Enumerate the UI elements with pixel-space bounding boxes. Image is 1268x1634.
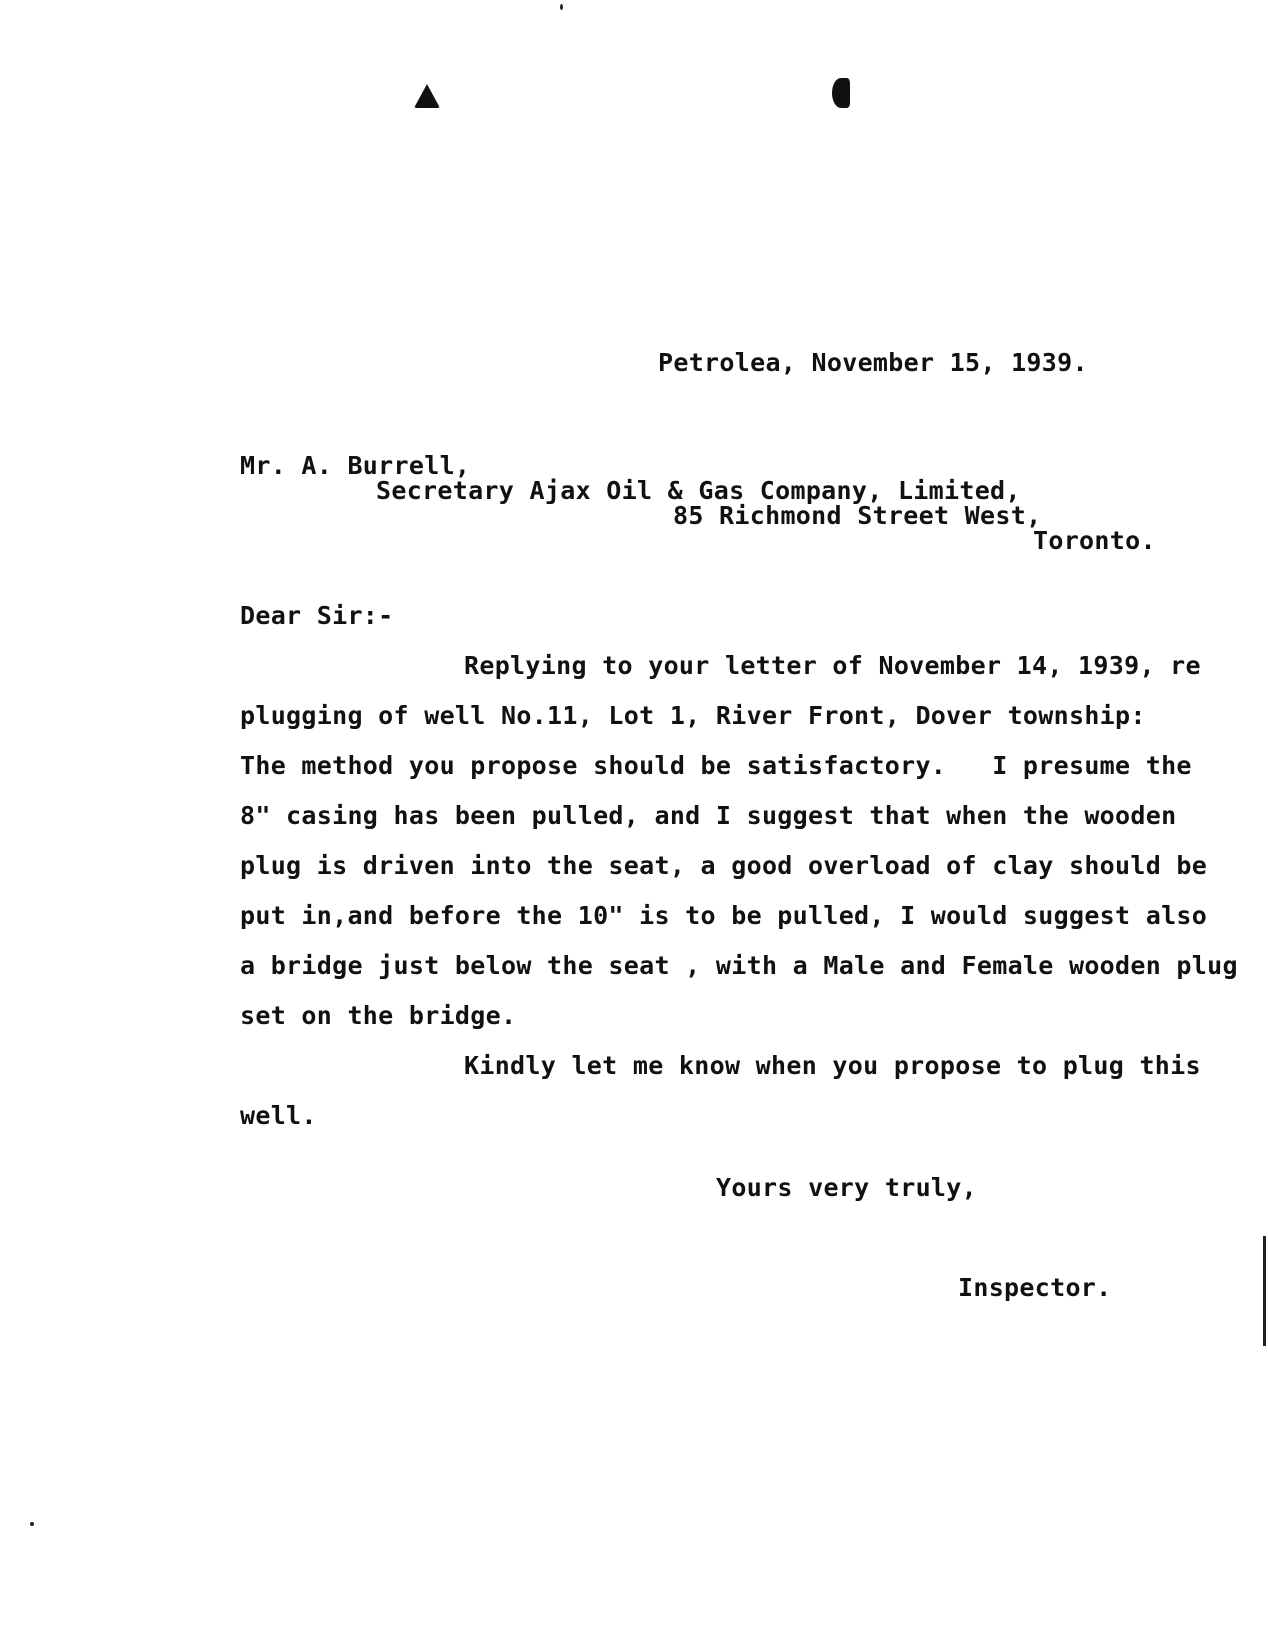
body-line: well. (240, 1101, 317, 1130)
body-line: set on the bridge. (240, 1001, 517, 1030)
punch-hole-mark (414, 84, 440, 108)
body-line: plugging of well No.11, Lot 1, River Front, Dover township: (240, 701, 1146, 730)
dateline: Petrolea, November 15, 1939. (658, 348, 1088, 377)
recipient-name: Mr. A. Burrell, (240, 451, 471, 480)
body-line: put in,and before the 10" is to be pulled, I would suggest also (240, 901, 1208, 930)
signature-title: Inspector. (958, 1273, 1112, 1302)
punch-hole-mark (832, 78, 850, 108)
scan-speck (560, 4, 563, 10)
body-line: plug is driven into the seat, a good overload of clay should be (240, 851, 1208, 880)
body-line: The method you propose should be satisfactory. I presume the (240, 751, 1192, 780)
recipient-city: Toronto. (1033, 526, 1156, 555)
scan-edge-mark (1263, 1236, 1266, 1346)
body-line: a bridge just below the seat , with a Male and Female wooden plug (240, 951, 1238, 980)
recipient-title: Secretary Ajax Oil & Gas Company, Limited, (376, 476, 1021, 505)
recipient-street: 85 Richmond Street West, (673, 501, 1042, 530)
scan-speck (30, 1522, 34, 1526)
closing: Yours very truly, (716, 1173, 977, 1202)
body-line: Kindly let me know when you propose to plug this (464, 1051, 1201, 1080)
body-line: 8" casing has been pulled, and I suggest that when the wooden (240, 801, 1177, 830)
salutation: Dear Sir:- (240, 601, 394, 630)
body-line: Replying to your letter of November 14, 1939, re (464, 651, 1201, 680)
